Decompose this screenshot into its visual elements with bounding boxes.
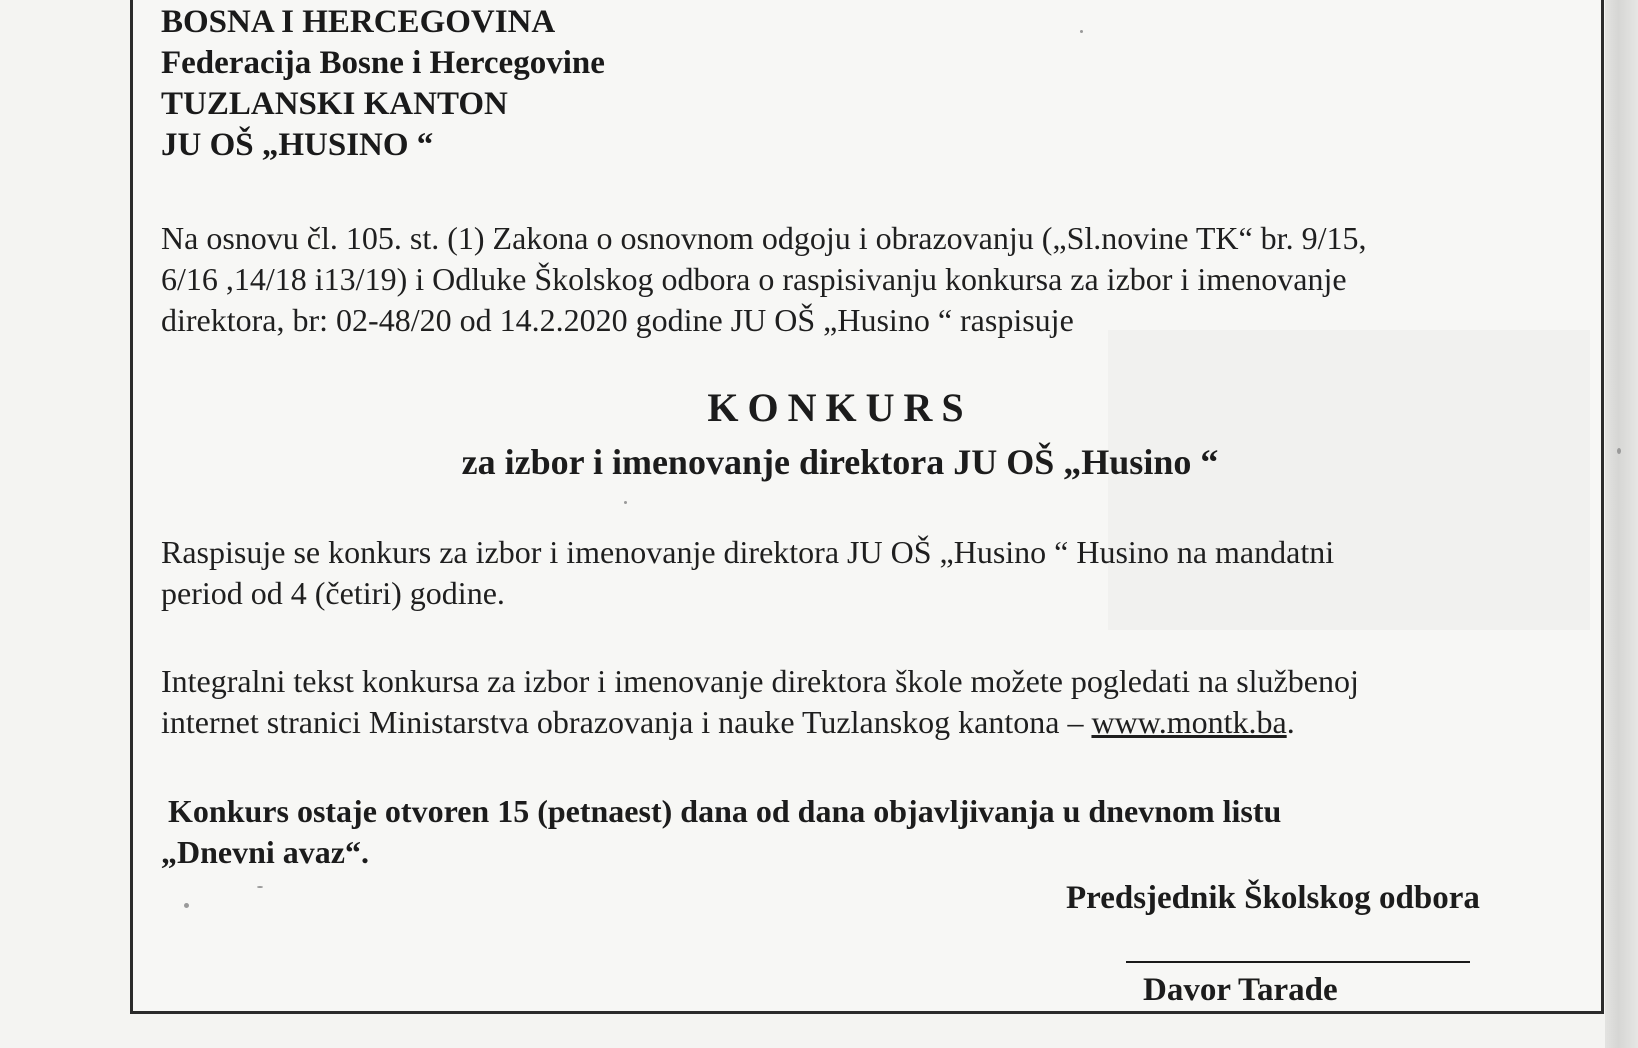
body1-line-1: Raspisuje se konkurs za izbor i imenovanje direktora JU OŠ „Husino “ Husino na mandatni [161, 534, 1335, 570]
scan-speck [1617, 448, 1621, 454]
signature-line [1126, 961, 1470, 963]
scan-speck [184, 903, 189, 908]
document-title: KONKURS [707, 385, 973, 430]
body2-line-2-suffix: . [1286, 704, 1295, 740]
ministry-website-link[interactable]: www.montk.ba [1091, 704, 1287, 740]
document-subtitle: za izbor i imenovanje direktora JU OŠ „Husino “ [461, 442, 1219, 482]
closing-line-2: „Dnevni avaz“. [161, 834, 369, 870]
header-canton: TUZLANSKI KANTON [161, 86, 508, 122]
body2-line-2 [161, 702, 1295, 742]
closing-line-1: Konkurs ostaje otvoren 15 (petnaest) dana od dana objavljivanja u dnevnom listu [168, 793, 1282, 829]
scan-speck [624, 501, 627, 504]
header-country: BOSNA I HERCEGOVINA [161, 4, 556, 40]
body1-line-2: period od 4 (četiri) godine. [161, 575, 505, 611]
intro-line-2: 6/16 ,14/18 i13/19) i Odluke Školskog odbora o raspisivanju konkursa za izbor i imenovanje [161, 261, 1347, 297]
intro-line-3: direktora, br: 02-48/20 od 14.2.2020 godine JU OŠ „Husino “ raspisuje [161, 302, 1074, 338]
body2-line-2-prefix: internet stranici Ministarstva obrazovanja i nauke Tuzlanskog kantona – [161, 704, 1092, 740]
intro-line-1: Na osnovu čl. 105. st. (1) Zakona o osnovnom odgoju i obrazovanju („Sl.novine TK“ br. 9/15, [161, 220, 1367, 256]
header-school: JU OŠ „HUSINO “ [161, 127, 434, 163]
scan-speck [1080, 30, 1083, 33]
scan-speck [257, 886, 263, 888]
signer-title: Predsjednik Školskog odbora [1066, 880, 1480, 916]
body2-line-1: Integralni tekst konkursa za izbor i imenovanje direktora škole možete pogledati na službenoj [161, 663, 1359, 699]
signer-name: Davor Tarade [1143, 972, 1338, 1008]
header-federation: Federacija Bosne i Hercegovine [161, 45, 605, 81]
scan-background-right [1605, 0, 1638, 1048]
